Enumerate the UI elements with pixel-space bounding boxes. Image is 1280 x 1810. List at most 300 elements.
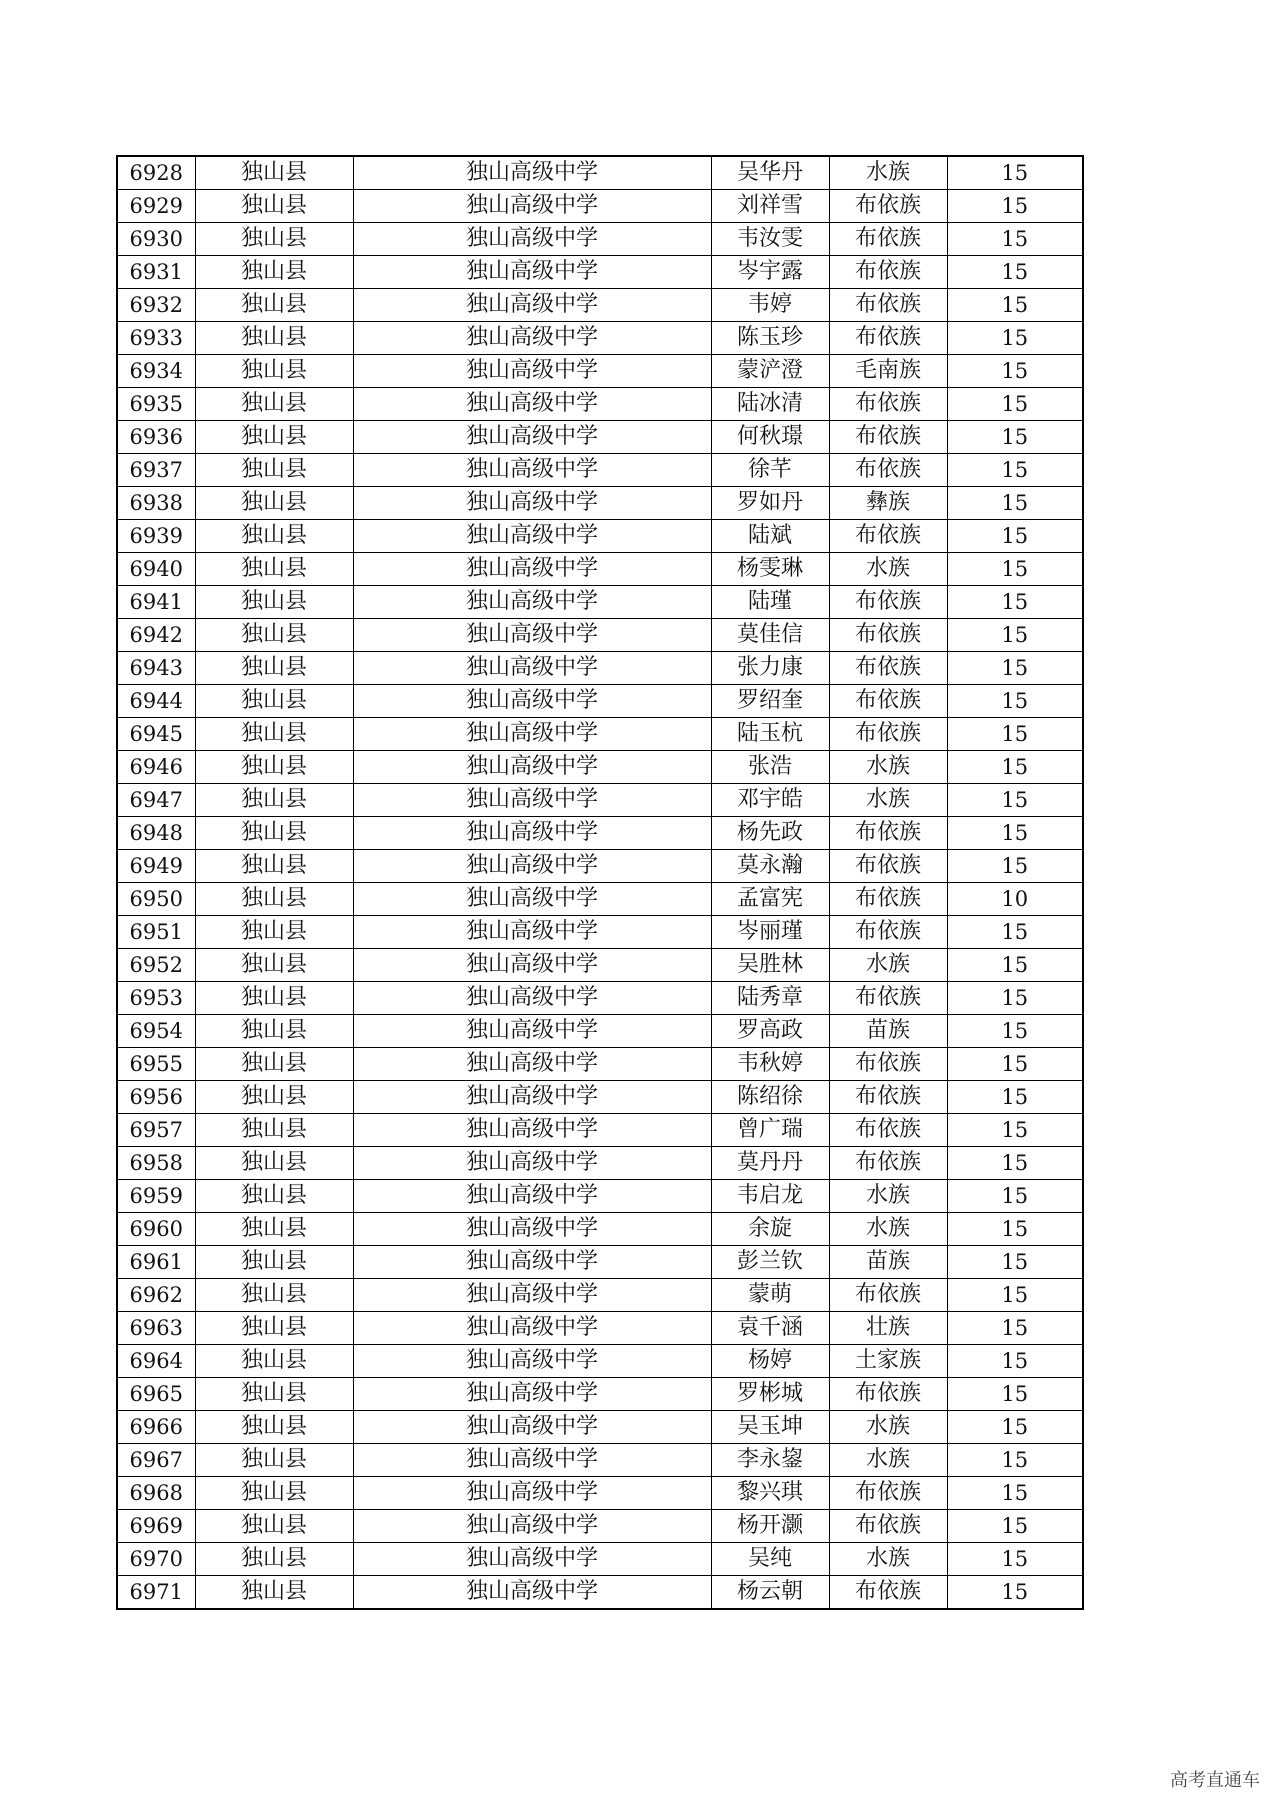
table-row xyxy=(117,718,1083,751)
cell-name: 曾广瑞 xyxy=(711,1114,829,1147)
cell-name: 孟富宪 xyxy=(711,883,829,916)
cell-name: 罗彬城 xyxy=(711,1378,829,1411)
cell-seq: 6966 xyxy=(117,1411,195,1444)
cell-ethnicity: 布依族 xyxy=(829,520,947,553)
cell-seq: 6934 xyxy=(117,355,195,388)
cell-seq: 6951 xyxy=(117,916,195,949)
table-row xyxy=(117,916,1083,949)
table-row xyxy=(117,223,1083,256)
cell-name: 陆玉杭 xyxy=(711,718,829,751)
table-row xyxy=(117,256,1083,289)
cell-seq: 6952 xyxy=(117,949,195,982)
cell-school: 独山高级中学 xyxy=(353,1576,711,1610)
cell-name: 吴华丹 xyxy=(711,156,829,190)
cell-score: 15 xyxy=(947,1345,1083,1378)
cell-name: 徐芊 xyxy=(711,454,829,487)
cell-ethnicity: 水族 xyxy=(829,1444,947,1477)
table-row xyxy=(117,652,1083,685)
table-row xyxy=(117,190,1083,223)
table-row xyxy=(117,1576,1083,1610)
cell-school: 独山高级中学 xyxy=(353,916,711,949)
cell-county: 独山县 xyxy=(195,982,353,1015)
cell-county: 独山县 xyxy=(195,1543,353,1576)
table-row xyxy=(117,156,1083,190)
cell-ethnicity: 布依族 xyxy=(829,982,947,1015)
cell-school: 独山高级中学 xyxy=(353,1081,711,1114)
cell-county: 独山县 xyxy=(195,1576,353,1610)
table-row xyxy=(117,289,1083,322)
cell-name: 杨雯琳 xyxy=(711,553,829,586)
cell-ethnicity: 土家族 xyxy=(829,1345,947,1378)
cell-ethnicity: 布依族 xyxy=(829,586,947,619)
cell-county: 独山县 xyxy=(195,553,353,586)
cell-ethnicity: 布依族 xyxy=(829,1048,947,1081)
cell-school: 独山高级中学 xyxy=(353,652,711,685)
cell-seq: 6969 xyxy=(117,1510,195,1543)
cell-score: 15 xyxy=(947,619,1083,652)
cell-ethnicity: 布依族 xyxy=(829,388,947,421)
cell-name: 张力康 xyxy=(711,652,829,685)
cell-name: 彭兰钦 xyxy=(711,1246,829,1279)
cell-name: 陆瑾 xyxy=(711,586,829,619)
cell-ethnicity: 布依族 xyxy=(829,322,947,355)
cell-school: 独山高级中学 xyxy=(353,1246,711,1279)
cell-seq: 6965 xyxy=(117,1378,195,1411)
table-row xyxy=(117,1543,1083,1576)
cell-name: 杨先政 xyxy=(711,817,829,850)
cell-name: 陈绍徐 xyxy=(711,1081,829,1114)
cell-score: 15 xyxy=(947,586,1083,619)
table-row xyxy=(117,1510,1083,1543)
table-row xyxy=(117,850,1083,883)
cell-ethnicity: 布依族 xyxy=(829,1576,947,1610)
cell-score: 10 xyxy=(947,883,1083,916)
cell-ethnicity: 水族 xyxy=(829,1411,947,1444)
cell-school: 独山高级中学 xyxy=(353,322,711,355)
table-row xyxy=(117,685,1083,718)
table-row xyxy=(117,1147,1083,1180)
cell-seq: 6970 xyxy=(117,1543,195,1576)
cell-county: 独山县 xyxy=(195,850,353,883)
cell-score: 15 xyxy=(947,916,1083,949)
cell-seq: 6954 xyxy=(117,1015,195,1048)
cell-seq: 6939 xyxy=(117,520,195,553)
cell-score: 15 xyxy=(947,355,1083,388)
cell-score: 15 xyxy=(947,487,1083,520)
cell-ethnicity: 布依族 xyxy=(829,421,947,454)
cell-school: 独山高级中学 xyxy=(353,1279,711,1312)
cell-ethnicity: 水族 xyxy=(829,156,947,190)
cell-county: 独山县 xyxy=(195,190,353,223)
cell-name: 莫丹丹 xyxy=(711,1147,829,1180)
table-row xyxy=(117,520,1083,553)
cell-school: 独山高级中学 xyxy=(353,156,711,190)
cell-ethnicity: 水族 xyxy=(829,553,947,586)
cell-name: 韦启龙 xyxy=(711,1180,829,1213)
cell-school: 独山高级中学 xyxy=(353,1345,711,1378)
cell-seq: 6938 xyxy=(117,487,195,520)
cell-school: 独山高级中学 xyxy=(353,1510,711,1543)
cell-ethnicity: 布依族 xyxy=(829,619,947,652)
cell-county: 独山县 xyxy=(195,916,353,949)
cell-score: 15 xyxy=(947,1246,1083,1279)
cell-score: 15 xyxy=(947,850,1083,883)
cell-score: 15 xyxy=(947,1477,1083,1510)
cell-school: 独山高级中学 xyxy=(353,454,711,487)
cell-name: 黎兴琪 xyxy=(711,1477,829,1510)
cell-county: 独山县 xyxy=(195,1114,353,1147)
cell-score: 15 xyxy=(947,1147,1083,1180)
cell-school: 独山高级中学 xyxy=(353,1411,711,1444)
cell-name: 吴玉坤 xyxy=(711,1411,829,1444)
cell-county: 独山县 xyxy=(195,718,353,751)
cell-score: 15 xyxy=(947,520,1083,553)
cell-seq: 6962 xyxy=(117,1279,195,1312)
cell-ethnicity: 布依族 xyxy=(829,289,947,322)
cell-school: 独山高级中学 xyxy=(353,289,711,322)
cell-score: 15 xyxy=(947,223,1083,256)
cell-county: 独山县 xyxy=(195,1081,353,1114)
cell-score: 15 xyxy=(947,454,1083,487)
cell-score: 15 xyxy=(947,388,1083,421)
cell-ethnicity: 水族 xyxy=(829,949,947,982)
cell-school: 独山高级中学 xyxy=(353,421,711,454)
cell-county: 独山县 xyxy=(195,454,353,487)
table-row xyxy=(117,1411,1083,1444)
cell-score: 15 xyxy=(947,1048,1083,1081)
cell-name: 陆冰清 xyxy=(711,388,829,421)
table-row xyxy=(117,1048,1083,1081)
cell-county: 独山县 xyxy=(195,586,353,619)
cell-county: 独山县 xyxy=(195,751,353,784)
cell-county: 独山县 xyxy=(195,1213,353,1246)
cell-school: 独山高级中学 xyxy=(353,1477,711,1510)
cell-seq: 6963 xyxy=(117,1312,195,1345)
cell-score: 15 xyxy=(947,256,1083,289)
cell-school: 独山高级中学 xyxy=(353,949,711,982)
cell-ethnicity: 水族 xyxy=(829,1213,947,1246)
cell-county: 独山县 xyxy=(195,487,353,520)
cell-score: 15 xyxy=(947,1279,1083,1312)
cell-seq: 6950 xyxy=(117,883,195,916)
table-row xyxy=(117,454,1083,487)
cell-school: 独山高级中学 xyxy=(353,223,711,256)
cell-county: 独山县 xyxy=(195,421,353,454)
cell-name: 韦婷 xyxy=(711,289,829,322)
cell-seq: 6935 xyxy=(117,388,195,421)
cell-name: 罗如丹 xyxy=(711,487,829,520)
cell-name: 余旋 xyxy=(711,1213,829,1246)
table-row xyxy=(117,1114,1083,1147)
cell-seq: 6944 xyxy=(117,685,195,718)
table-row xyxy=(117,817,1083,850)
cell-school: 独山高级中学 xyxy=(353,388,711,421)
cell-county: 独山县 xyxy=(195,652,353,685)
cell-school: 独山高级中学 xyxy=(353,487,711,520)
cell-ethnicity: 水族 xyxy=(829,1543,947,1576)
cell-score: 15 xyxy=(947,718,1083,751)
cell-seq: 6946 xyxy=(117,751,195,784)
table-body xyxy=(117,156,1083,1609)
cell-seq: 6936 xyxy=(117,421,195,454)
cell-score: 15 xyxy=(947,982,1083,1015)
cell-seq: 6953 xyxy=(117,982,195,1015)
cell-county: 独山县 xyxy=(195,685,353,718)
cell-score: 15 xyxy=(947,1378,1083,1411)
table-row xyxy=(117,784,1083,817)
cell-name: 陆斌 xyxy=(711,520,829,553)
cell-county: 独山县 xyxy=(195,388,353,421)
cell-county: 独山县 xyxy=(195,1345,353,1378)
cell-county: 独山县 xyxy=(195,817,353,850)
cell-seq: 6959 xyxy=(117,1180,195,1213)
cell-name: 陈玉珍 xyxy=(711,322,829,355)
cell-name: 杨开灏 xyxy=(711,1510,829,1543)
cell-ethnicity: 布依族 xyxy=(829,685,947,718)
cell-seq: 6956 xyxy=(117,1081,195,1114)
table-row xyxy=(117,751,1083,784)
cell-seq: 6947 xyxy=(117,784,195,817)
watermark-text: 高考直通车 xyxy=(1170,1770,1260,1791)
cell-seq: 6961 xyxy=(117,1246,195,1279)
cell-ethnicity: 布依族 xyxy=(829,256,947,289)
cell-county: 独山县 xyxy=(195,1510,353,1543)
cell-ethnicity: 布依族 xyxy=(829,652,947,685)
cell-name: 罗绍奎 xyxy=(711,685,829,718)
cell-school: 独山高级中学 xyxy=(353,1015,711,1048)
cell-seq: 6933 xyxy=(117,322,195,355)
cell-name: 蒙浐澄 xyxy=(711,355,829,388)
cell-seq: 6942 xyxy=(117,619,195,652)
cell-ethnicity: 布依族 xyxy=(829,916,947,949)
cell-score: 15 xyxy=(947,553,1083,586)
cell-ethnicity: 布依族 xyxy=(829,454,947,487)
cell-county: 独山县 xyxy=(195,949,353,982)
table-row xyxy=(117,949,1083,982)
cell-ethnicity: 布依族 xyxy=(829,1081,947,1114)
cell-school: 独山高级中学 xyxy=(353,256,711,289)
cell-name: 杨婷 xyxy=(711,1345,829,1378)
cell-seq: 6931 xyxy=(117,256,195,289)
cell-name: 岑宇露 xyxy=(711,256,829,289)
cell-ethnicity: 布依族 xyxy=(829,1510,947,1543)
table-row xyxy=(117,619,1083,652)
cell-county: 独山县 xyxy=(195,1147,353,1180)
cell-county: 独山县 xyxy=(195,355,353,388)
cell-school: 独山高级中学 xyxy=(353,520,711,553)
table-row xyxy=(117,553,1083,586)
table-row xyxy=(117,1081,1083,1114)
cell-school: 独山高级中学 xyxy=(353,553,711,586)
cell-name: 陆秀章 xyxy=(711,982,829,1015)
cell-school: 独山高级中学 xyxy=(353,850,711,883)
cell-score: 15 xyxy=(947,289,1083,322)
cell-name: 何秋璟 xyxy=(711,421,829,454)
cell-school: 独山高级中学 xyxy=(353,355,711,388)
cell-score: 15 xyxy=(947,1411,1083,1444)
cell-seq: 6967 xyxy=(117,1444,195,1477)
cell-ethnicity: 布依族 xyxy=(829,223,947,256)
cell-score: 15 xyxy=(947,1015,1083,1048)
cell-score: 15 xyxy=(947,1543,1083,1576)
cell-name: 蒙萌 xyxy=(711,1279,829,1312)
cell-school: 独山高级中学 xyxy=(353,1048,711,1081)
cell-county: 独山县 xyxy=(195,619,353,652)
cell-school: 独山高级中学 xyxy=(353,1147,711,1180)
cell-ethnicity: 布依族 xyxy=(829,1147,947,1180)
cell-ethnicity: 布依族 xyxy=(829,1279,947,1312)
cell-score: 15 xyxy=(947,1576,1083,1610)
cell-name: 韦秋婷 xyxy=(711,1048,829,1081)
cell-name: 李永鋆 xyxy=(711,1444,829,1477)
cell-seq: 6945 xyxy=(117,718,195,751)
cell-seq: 6940 xyxy=(117,553,195,586)
cell-county: 独山县 xyxy=(195,784,353,817)
cell-school: 独山高级中学 xyxy=(353,1543,711,1576)
table-row xyxy=(117,388,1083,421)
cell-ethnicity: 彝族 xyxy=(829,487,947,520)
cell-score: 15 xyxy=(947,1510,1083,1543)
table-row xyxy=(117,883,1083,916)
table-row xyxy=(117,1279,1083,1312)
student-list-table xyxy=(116,155,1084,1610)
cell-seq: 6957 xyxy=(117,1114,195,1147)
cell-ethnicity: 布依族 xyxy=(829,718,947,751)
cell-county: 独山县 xyxy=(195,1279,353,1312)
cell-county: 独山县 xyxy=(195,520,353,553)
cell-school: 独山高级中学 xyxy=(353,619,711,652)
cell-seq: 6929 xyxy=(117,190,195,223)
cell-school: 独山高级中学 xyxy=(353,817,711,850)
table-row xyxy=(117,1015,1083,1048)
table-row xyxy=(117,1180,1083,1213)
cell-school: 独山高级中学 xyxy=(353,1114,711,1147)
cell-score: 15 xyxy=(947,1081,1083,1114)
cell-score: 15 xyxy=(947,685,1083,718)
cell-score: 15 xyxy=(947,784,1083,817)
cell-county: 独山县 xyxy=(195,1477,353,1510)
cell-ethnicity: 布依族 xyxy=(829,1378,947,1411)
cell-seq: 6932 xyxy=(117,289,195,322)
cell-score: 15 xyxy=(947,817,1083,850)
cell-ethnicity: 苗族 xyxy=(829,1246,947,1279)
table-row xyxy=(117,1345,1083,1378)
table-row xyxy=(117,487,1083,520)
cell-score: 15 xyxy=(947,156,1083,190)
cell-county: 独山县 xyxy=(195,156,353,190)
cell-school: 独山高级中学 xyxy=(353,685,711,718)
table-row xyxy=(117,1213,1083,1246)
cell-name: 吴胜林 xyxy=(711,949,829,982)
cell-ethnicity: 水族 xyxy=(829,751,947,784)
cell-seq: 6958 xyxy=(117,1147,195,1180)
cell-school: 独山高级中学 xyxy=(353,1444,711,1477)
table-row xyxy=(117,322,1083,355)
cell-name: 莫佳信 xyxy=(711,619,829,652)
cell-ethnicity: 壮族 xyxy=(829,1312,947,1345)
cell-school: 独山高级中学 xyxy=(353,1180,711,1213)
cell-seq: 6964 xyxy=(117,1345,195,1378)
cell-score: 15 xyxy=(947,1213,1083,1246)
cell-name: 吴纯 xyxy=(711,1543,829,1576)
cell-county: 独山县 xyxy=(195,1312,353,1345)
cell-county: 独山县 xyxy=(195,322,353,355)
cell-seq: 6928 xyxy=(117,156,195,190)
table-row xyxy=(117,421,1083,454)
table-row xyxy=(117,355,1083,388)
table-row xyxy=(117,586,1083,619)
cell-school: 独山高级中学 xyxy=(353,190,711,223)
cell-name: 岑丽瑾 xyxy=(711,916,829,949)
cell-seq: 6948 xyxy=(117,817,195,850)
cell-seq: 6937 xyxy=(117,454,195,487)
cell-ethnicity: 水族 xyxy=(829,784,947,817)
cell-school: 独山高级中学 xyxy=(353,1312,711,1345)
table-row xyxy=(117,1312,1083,1345)
cell-school: 独山高级中学 xyxy=(353,1378,711,1411)
table-row xyxy=(117,1246,1083,1279)
cell-seq: 6930 xyxy=(117,223,195,256)
cell-county: 独山县 xyxy=(195,883,353,916)
cell-ethnicity: 苗族 xyxy=(829,1015,947,1048)
cell-score: 15 xyxy=(947,421,1083,454)
cell-name: 张浩 xyxy=(711,751,829,784)
cell-name: 袁千涵 xyxy=(711,1312,829,1345)
cell-school: 独山高级中学 xyxy=(353,784,711,817)
cell-county: 独山县 xyxy=(195,289,353,322)
cell-name: 韦汝雯 xyxy=(711,223,829,256)
table-row xyxy=(117,982,1083,1015)
cell-ethnicity: 毛南族 xyxy=(829,355,947,388)
cell-ethnicity: 布依族 xyxy=(829,817,947,850)
cell-school: 独山高级中学 xyxy=(353,1213,711,1246)
cell-county: 独山县 xyxy=(195,223,353,256)
cell-score: 15 xyxy=(947,1444,1083,1477)
cell-school: 独山高级中学 xyxy=(353,586,711,619)
cell-score: 15 xyxy=(947,751,1083,784)
cell-county: 独山县 xyxy=(195,1378,353,1411)
cell-school: 独山高级中学 xyxy=(353,883,711,916)
cell-seq: 6955 xyxy=(117,1048,195,1081)
cell-score: 15 xyxy=(947,322,1083,355)
cell-school: 独山高级中学 xyxy=(353,751,711,784)
cell-ethnicity: 水族 xyxy=(829,1180,947,1213)
cell-county: 独山县 xyxy=(195,1048,353,1081)
cell-name: 刘祥雪 xyxy=(711,190,829,223)
cell-seq: 6960 xyxy=(117,1213,195,1246)
cell-name: 罗高政 xyxy=(711,1015,829,1048)
cell-ethnicity: 布依族 xyxy=(829,190,947,223)
cell-score: 15 xyxy=(947,1180,1083,1213)
table-row xyxy=(117,1378,1083,1411)
cell-seq: 6949 xyxy=(117,850,195,883)
cell-county: 独山县 xyxy=(195,1180,353,1213)
table-row xyxy=(117,1444,1083,1477)
cell-ethnicity: 布依族 xyxy=(829,883,947,916)
cell-name: 莫永瀚 xyxy=(711,850,829,883)
cell-score: 15 xyxy=(947,1114,1083,1147)
cell-county: 独山县 xyxy=(195,1015,353,1048)
cell-county: 独山县 xyxy=(195,1411,353,1444)
cell-score: 15 xyxy=(947,652,1083,685)
cell-name: 邓宇皓 xyxy=(711,784,829,817)
cell-score: 15 xyxy=(947,1312,1083,1345)
cell-seq: 6968 xyxy=(117,1477,195,1510)
cell-score: 15 xyxy=(947,949,1083,982)
cell-seq: 6943 xyxy=(117,652,195,685)
cell-county: 独山县 xyxy=(195,1444,353,1477)
table-row xyxy=(117,1477,1083,1510)
